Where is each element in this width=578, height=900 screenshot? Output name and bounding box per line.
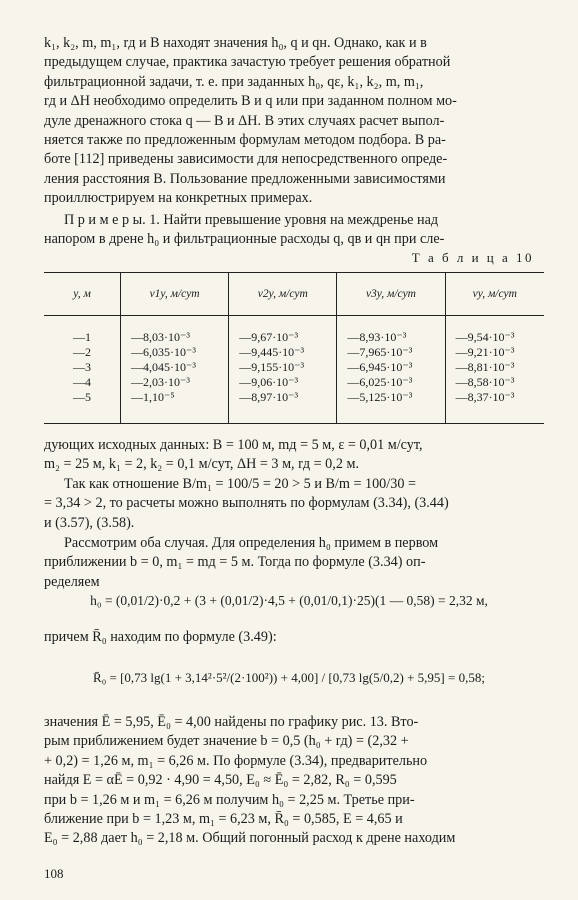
text-line: боте [112] приведены зависимости для непосредственного опреде- <box>44 151 448 168</box>
text-line: дуле дренажного стока q — B и ΔH. В этих случаях расчет выпол- <box>44 112 445 129</box>
table-cell: —8,93·10⁻³ <box>337 316 445 346</box>
table-cell: —4 <box>73 375 91 389</box>
table-header-row <box>44 273 544 316</box>
table-cell: —6,945·10⁻³ <box>337 360 445 375</box>
table-cell: —3 <box>73 360 91 374</box>
table-row <box>44 316 544 346</box>
column-header: v1y, м/сут <box>121 273 229 316</box>
text-line: + 0,2) = 1,26 м, m₁ = 6,26 м. По формуле (3.34), предварительно <box>44 752 428 769</box>
text-line: E₀ = 2,88 дает h₀ = 2,18 м. Общий погонный расход к дрене находим <box>44 830 456 847</box>
data-table <box>44 272 544 424</box>
table-cell: —7,965·10⁻³ <box>337 345 445 360</box>
table-cell: —4,045·10⁻³ <box>121 360 229 375</box>
text-line: и (3.57), (3.58). <box>44 514 135 531</box>
column-header: vy, м/сут <box>445 273 544 316</box>
table-row <box>44 360 544 375</box>
table-cell: —8,37·10⁻³ <box>445 390 544 424</box>
column-header: v3y, м/сут <box>337 273 445 316</box>
text-line: rд и ΔH необходимо определить B и q или при заданном полном мо- <box>44 93 457 110</box>
table-cell: —5,125·10⁻³ <box>337 390 445 424</box>
text-line: значения Ē = 5,95, Ē₀ = 4,00 найдены по графику рис. 13. Вто- <box>44 714 419 730</box>
table-cell: —1 <box>73 330 91 344</box>
table-cell: —2,03·10⁻³ <box>121 375 229 390</box>
paragraph-examples <box>44 211 544 250</box>
text-line: m₂ = 25 м, k₁ = 2, k₂ = 0,1 м/сут, ΔH = 3 м, rд = 0,2 м. <box>44 456 359 473</box>
table-cell: —8,81·10⁻³ <box>445 360 544 375</box>
table-cell: —8,97·10⁻³ <box>229 390 337 424</box>
table-cell: —6,035·10⁻³ <box>121 345 229 360</box>
table-cell: —9,155·10⁻³ <box>229 360 337 375</box>
text-line: найдя E = αĒ = 0,92 · 4,90 = 4,50, E₀ ≈ Ē₀ = 2,82, R₀ = 0,595 <box>44 772 397 789</box>
text-line: предыдущем случае, практика зачастую требует решения обратной <box>44 54 451 71</box>
text-line: дующих исходных данных: B = 100 м, mд = 5 м, ε = 0,01 м/сут, <box>44 437 423 453</box>
paragraph-data <box>44 436 544 475</box>
table-cell: —2 <box>73 345 91 359</box>
table-row <box>44 345 544 360</box>
table-row <box>44 390 544 424</box>
text-line: причем R̄₀ находим по формуле (3.49): <box>44 629 277 645</box>
text-line: при b = 1,26 м и m₁ = 6,26 м получим h₀ = 2,25 м. Третье при- <box>44 791 415 808</box>
text-line: рым приближением будет значение b = 0,5 (h₀ + rд) = (2,32 + <box>44 733 409 750</box>
text-line: фильтрационной задачи, т. е. при заданных h₀, qε, k₁, k₂, m, m₁, <box>44 73 424 90</box>
paragraph-ratio <box>44 475 544 533</box>
text-line: приближении b = 0, m₁ = mд = 5 м. Тогда по формуле (3.34) оп- <box>44 554 426 571</box>
table-cell: —9,21·10⁻³ <box>445 345 544 360</box>
table-cell: —1,10⁻⁵ <box>121 390 229 424</box>
table-caption: Т а б л и ц а 10 <box>411 250 534 265</box>
table-cell: —9,445·10⁻³ <box>229 345 337 360</box>
paragraph-cases <box>44 534 544 592</box>
formula-r0: R̄₀ = [0,73 lg(1 + 3,14²·5²/(2·100²)) + 4,00] / [0,73 lg(5/0,2) + 5,95] = 0,58; <box>93 670 485 685</box>
column-header: v2y, м/сут <box>229 273 337 316</box>
text-line: ределяем <box>44 573 100 590</box>
text-line: ления расстояния B. Пользование предложенными зависимостями <box>44 170 446 187</box>
formula-h0: h₀ = (0,01/2)·0,2 + (3 + (0,01/2)·4,5 + (0,01/0,1)·25)(1 — 0,58) = 2,32 м, <box>90 593 488 608</box>
text-line: напором в дрене h₀ и фильтрационные расходы q, qв и qн при сле- <box>44 231 445 248</box>
table-cell: —5 <box>44 390 121 424</box>
table-cell: —9,67·10⁻³ <box>229 316 337 346</box>
text-line: няется также по предложенным формулам методом подбора. В ра- <box>44 132 446 149</box>
text-line: проиллюстрируем на конкретных примерах. <box>44 190 313 207</box>
text-line: k₁, k₂, m, m₁, rд и B находят значения h₀, q и qн. Однако, как и в <box>44 35 427 51</box>
text-r0-intro <box>44 628 544 647</box>
text-line: Так как отношение B/m₁ = 100/5 = 20 > 5 и B/m = 100/30 = <box>64 476 416 492</box>
page-number: 108 <box>44 866 64 881</box>
paragraph-top <box>44 34 544 209</box>
table-cell: —9,06·10⁻³ <box>229 375 337 390</box>
table-row <box>44 375 544 390</box>
text-line: П р и м е р ы. 1. Найти превышение уровня на междренье над <box>64 212 439 228</box>
column-header: y, м <box>44 273 121 316</box>
text-line: ближение при b = 1,23 м, m₁ = 6,23 м, R̄₀ = 0,585, E = 4,65 и <box>44 811 403 828</box>
text-line: = 3,34 > 2, то расчеты можно выполнять по формулам (3.34), (3.44) <box>44 495 449 512</box>
paragraph-bottom <box>44 713 544 849</box>
table-cell: —8,58·10⁻³ <box>445 375 544 390</box>
table-cell: —8,03·10⁻³ <box>121 316 229 346</box>
table-cell: —9,54·10⁻³ <box>445 316 544 346</box>
text-line: Рассмотрим оба случая. Для определения h₀ примем в первом <box>64 535 439 551</box>
table-cell: —6,025·10⁻³ <box>337 375 445 390</box>
